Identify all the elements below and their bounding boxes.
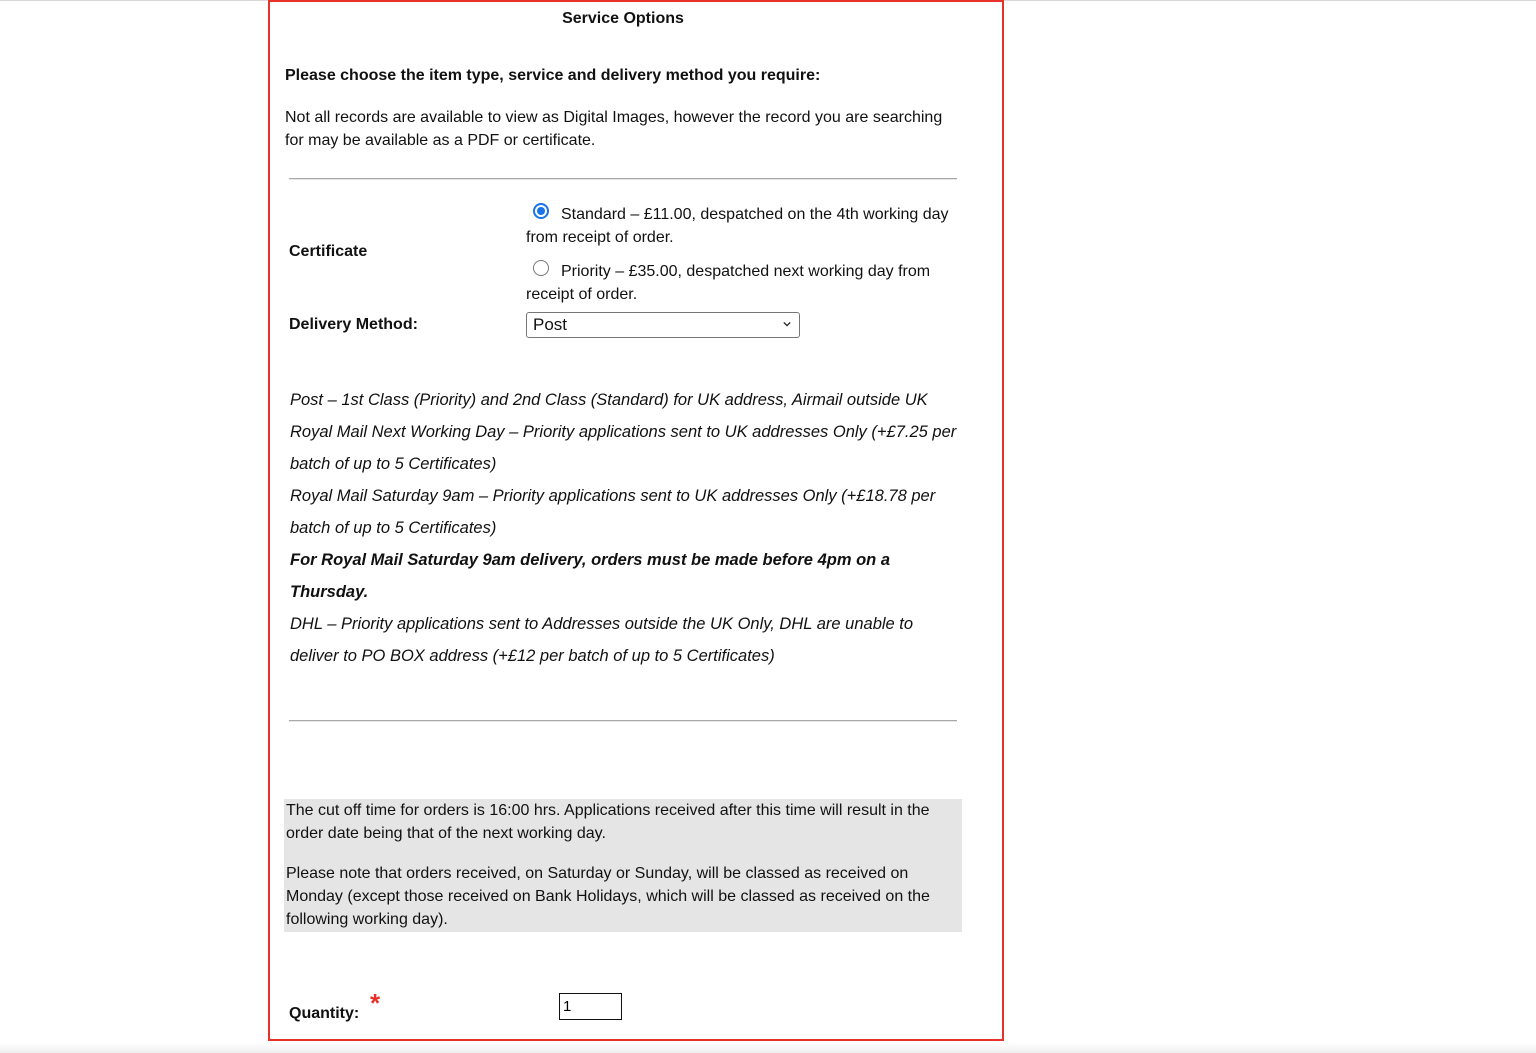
page-title: Service Options xyxy=(562,10,684,27)
intro-text: Not all records are available to view as Digital Images, however the record you are searching for may be available as a PDF or certificate. xyxy=(285,109,943,149)
note-next-working-day: Royal Mail Next Working Day – Priority applications sent to UK addresses Only (+£7.25 per batch of up to 5 Certificates) xyxy=(290,423,957,473)
section-divider xyxy=(289,720,957,722)
delivery-notes xyxy=(290,384,958,672)
quantity-label: Quantity: xyxy=(289,1005,360,1022)
note-saturday: Royal Mail Saturday 9am – Priority applications sent to UK addresses Only (+£18.78 per batch of up to 5 Certificates) xyxy=(290,487,936,537)
service-options-panel xyxy=(268,0,1004,1041)
cutoff-text: The cut off time for orders is 16:00 hrs. Applications received after this time will result in the order date being that of the next working day. xyxy=(286,802,930,842)
note-saturday-deadline: For Royal Mail Saturday 9am delivery, orders must be made before 4pm on a Thursday. xyxy=(290,551,890,601)
delivery-method-select[interactable] xyxy=(526,312,800,338)
weekend-text: Please note that orders received, on Saturday or Sunday, will be classed as received on Monday (except those received on Bank Holidays, which will be classed as received on the following working day). xyxy=(286,865,930,928)
section-divider xyxy=(289,178,957,180)
intro-heading: Please choose the item type, service and delivery method you require: xyxy=(285,67,821,84)
note-post: Post – 1st Class (Priority) and 2nd Class (Standard) for UK address, Airmail outside UK xyxy=(290,391,928,409)
cutoff-notice xyxy=(284,799,962,932)
standard-option-label[interactable]: Standard – £11.00, despatched on the 4th working day from receipt of order. xyxy=(526,206,949,246)
delivery-method-label: Delivery Method: xyxy=(289,316,418,333)
certificate-label: Certificate xyxy=(289,243,368,260)
priority-option-label[interactable]: Priority – £35.00, despatched next working day from receipt of order. xyxy=(526,263,931,303)
required-marker: * xyxy=(370,988,381,1018)
bottom-shadow xyxy=(0,1043,1536,1053)
note-dhl: DHL – Priority applications sent to Addresses outside the UK Only, DHL are unable to deliver to PO BOX address (+£12 per batch of up to 5 Certificates) xyxy=(290,615,914,665)
quantity-input[interactable] xyxy=(559,993,622,1020)
delivery-method-value: Post xyxy=(533,315,568,334)
chevron-down-icon xyxy=(783,320,791,328)
